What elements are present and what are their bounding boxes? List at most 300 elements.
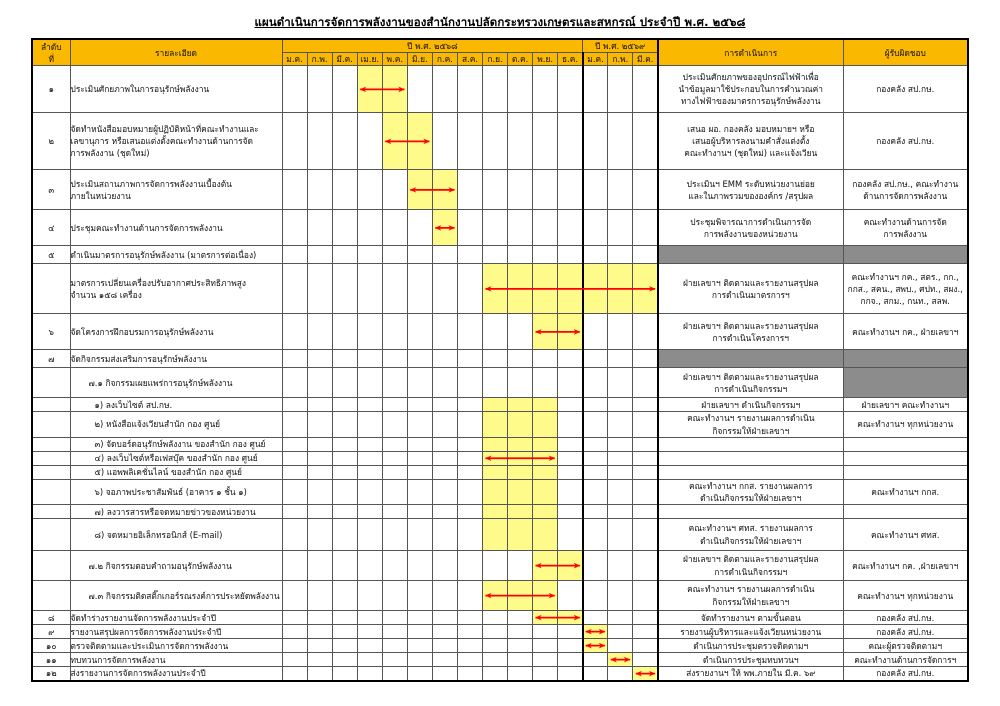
gantt-cell [483, 113, 508, 170]
row-responsible [843, 314, 968, 350]
gantt-cell [483, 398, 508, 412]
gantt-cell [583, 505, 608, 519]
gantt-cell [332, 398, 357, 412]
table-row [32, 246, 968, 264]
gantt-cell [332, 611, 357, 625]
row-responsible [843, 551, 968, 581]
action-line: การดำเนินมาตรการฯ [711, 289, 790, 300]
detail-line: เลขานุการ หรือเสนอแต่งตั้งคณะทำงานด้านการจัด [70, 136, 253, 147]
gantt-cell [558, 465, 583, 479]
gantt-cell [633, 350, 658, 368]
gantt-cell [558, 519, 583, 551]
table-row [32, 437, 968, 451]
gantt-cell [432, 437, 457, 451]
gantt-cell [608, 479, 633, 504]
responsible-line: คณะทำงานด้านการจัด [863, 216, 947, 227]
row-number [32, 505, 70, 519]
gantt-cell [633, 667, 658, 681]
gantt-cell [282, 170, 307, 210]
gantt-cell [332, 437, 357, 451]
gantt-cell [533, 113, 558, 170]
detail-line: ๑) ลงเว็บไซต์ สป.กษ. [94, 399, 173, 410]
row-action [658, 398, 843, 412]
gantt-cell [558, 505, 583, 519]
gantt-cell [533, 451, 558, 465]
row-number [32, 451, 70, 465]
gantt-cell [583, 551, 608, 581]
action-line: และในภาพรวมขององค์กร /สรุปผล [688, 190, 814, 201]
action-line: ฝ่ายเลขาฯ ติดตามและรายงานสรุปผล [683, 371, 819, 382]
gantt-cell [357, 246, 382, 264]
row-responsible [843, 465, 968, 479]
row-number [32, 581, 70, 611]
gantt-cell [558, 398, 583, 412]
gantt-cell [483, 412, 508, 437]
gantt-cell [357, 653, 382, 667]
row-responsible [843, 398, 968, 412]
gantt-cell [457, 350, 482, 368]
table-row [32, 581, 968, 611]
gantt-cell [332, 581, 357, 611]
gantt-cell [307, 170, 332, 210]
gantt-cell [508, 625, 533, 639]
gantt-cell [583, 113, 608, 170]
gantt-cell [608, 451, 633, 465]
gantt-cell [307, 519, 332, 551]
gantt-cell [583, 170, 608, 210]
table-row [32, 519, 968, 551]
row-number [32, 264, 70, 314]
table-row [32, 350, 968, 368]
detail-line: ๘) จดหมายอิเล็กทรอนิกส์ (E-mail) [94, 529, 223, 540]
gantt-cell [382, 246, 407, 264]
gantt-cell [608, 246, 633, 264]
action-line: ดำเนินการประชุมทบทวนฯ [702, 654, 799, 665]
gantt-cell [583, 437, 608, 451]
row-detail [70, 653, 282, 667]
gantt-cell [432, 653, 457, 667]
gantt-cell [307, 611, 332, 625]
gantt-cell [457, 551, 482, 581]
month-header-y1-12: ธ.ค. [558, 53, 583, 66]
row-responsible [843, 246, 968, 264]
gantt-cell [558, 113, 583, 170]
gantt-cell [483, 350, 508, 368]
row-number: ๑๒ [32, 667, 70, 681]
detail-line: ๕) แอพพลิเคชั่นไลน์ ของสำนัก กอง ศูนย์ [94, 467, 242, 478]
header-responsible: ผู้รับผิดชอบ [843, 39, 968, 66]
gantt-cell [307, 451, 332, 465]
gantt-cell [332, 412, 357, 437]
gantt-cell [332, 465, 357, 479]
gantt-cell [357, 264, 382, 314]
detail-line: ประชุมคณะทำงานด้านการจัดการพลังงาน [70, 222, 223, 233]
row-detail [70, 479, 282, 504]
gantt-cell [457, 412, 482, 437]
gantt-cell [457, 639, 482, 653]
gantt-cell [558, 611, 583, 625]
detail-line: การพลังงาน (ชุดใหม่) [70, 148, 150, 159]
gantt-cell [633, 412, 658, 437]
gantt-cell [457, 66, 482, 113]
row-number: ๓ [32, 170, 70, 210]
responsible-line: คณะผู้ตรวจติดตามฯ [868, 640, 943, 651]
gantt-cell [633, 264, 658, 314]
gantt-cell [558, 479, 583, 504]
action-line: เสนอผู้บริหารลงนามคำสั่งแต่งตั้ง [692, 136, 810, 147]
row-detail [70, 437, 282, 451]
gantt-cell [282, 412, 307, 437]
gantt-cell [608, 581, 633, 611]
gantt-cell [633, 398, 658, 412]
row-action [658, 667, 843, 681]
gantt-cell [307, 639, 332, 653]
gantt-cell [307, 667, 332, 681]
gantt-cell [583, 519, 608, 551]
gantt-cell [533, 551, 558, 581]
row-action [658, 66, 843, 113]
gantt-cell [407, 246, 432, 264]
gantt-cell [583, 611, 608, 625]
gantt-cell [382, 314, 407, 350]
gantt-cell [357, 412, 382, 437]
gantt-cell [282, 314, 307, 350]
gantt-cell [382, 505, 407, 519]
row-action [658, 113, 843, 170]
gantt-cell [307, 210, 332, 246]
table-row [32, 210, 968, 246]
row-detail [70, 264, 282, 314]
gantt-cell [307, 551, 332, 581]
gantt-cell [407, 551, 432, 581]
gantt-cell [307, 246, 332, 264]
gantt-cell [633, 66, 658, 113]
gantt-cell [432, 581, 457, 611]
table-row [32, 398, 968, 412]
gantt-cell [533, 314, 558, 350]
gantt-cell [382, 113, 407, 170]
row-responsible [843, 581, 968, 611]
gantt-cell [357, 611, 382, 625]
gantt-cell [508, 412, 533, 437]
gantt-cell [382, 170, 407, 210]
row-detail [70, 519, 282, 551]
row-responsible [843, 639, 968, 653]
detail-line: ภายในหน่วยงาน [70, 190, 131, 201]
row-action [658, 625, 843, 639]
action-line: ฝ่ายเลขาฯ ดำเนินกิจกรรมฯ [701, 399, 801, 410]
month-header-y1-9: ก.ย. [483, 53, 508, 66]
gantt-cell [533, 66, 558, 113]
table-row [32, 611, 968, 625]
gantt-cell [483, 625, 508, 639]
gantt-cell [633, 246, 658, 264]
detail-line: ๗) ลงวารสารหรือจดหมายข่าวของหน่วยงาน [94, 506, 256, 517]
gantt-cell [483, 551, 508, 581]
gantt-cell [483, 437, 508, 451]
gantt-cell [332, 66, 357, 113]
gantt-cell [307, 465, 332, 479]
gantt-cell [483, 611, 508, 625]
gantt-cell [407, 451, 432, 465]
gantt-cell [357, 465, 382, 479]
month-header-y1-10: ต.ค. [508, 53, 533, 66]
month-header-y1-2: ก.พ. [307, 53, 332, 66]
detail-line: ส่งรายงานการจัดการพลังงานประจำปี [70, 668, 206, 679]
gantt-cell [583, 66, 608, 113]
row-action [658, 350, 843, 368]
gantt-cell [558, 350, 583, 368]
table-row [32, 113, 968, 170]
responsible-line: คณะทำงานฯ กกส. [871, 486, 940, 497]
gantt-cell [558, 66, 583, 113]
detail-line: จัดทำหนังสือมอบหมายผู้ปฏิบัติหน้าที่คณะทำงานและ [70, 124, 259, 135]
gantt-cell [407, 66, 432, 113]
gantt-cell [357, 519, 382, 551]
gantt-cell [608, 519, 633, 551]
gantt-cell [457, 465, 482, 479]
table-row [32, 66, 968, 113]
gantt-cell [407, 210, 432, 246]
row-action [658, 581, 843, 611]
gantt-cell [457, 479, 482, 504]
gantt-cell [508, 519, 533, 551]
row-action [658, 653, 843, 667]
gantt-cell [533, 170, 558, 210]
gantt-cell [282, 350, 307, 368]
row-number: ๖ [32, 314, 70, 350]
gantt-cell [457, 581, 482, 611]
gantt-cell [457, 246, 482, 264]
month-header-y1-8: ส.ค. [457, 53, 482, 66]
gantt-cell [282, 505, 307, 519]
gantt-cell [432, 113, 457, 170]
row-responsible [843, 170, 968, 210]
row-responsible [843, 505, 968, 519]
gantt-cell [533, 505, 558, 519]
row-number [32, 368, 70, 398]
gantt-cell [407, 113, 432, 170]
row-detail [70, 451, 282, 465]
header-no [32, 39, 70, 66]
gantt-cell [332, 350, 357, 368]
gantt-cell [633, 653, 658, 667]
gantt-cell [483, 314, 508, 350]
row-number: ๗ [32, 350, 70, 368]
gantt-cell [332, 551, 357, 581]
gantt-cell [508, 653, 533, 667]
gantt-cell [457, 519, 482, 551]
gantt-cell [282, 66, 307, 113]
gantt-cell [382, 625, 407, 639]
detail-line: ประเมินศักยภาพในการอนุรักษ์พลังงาน [70, 84, 210, 95]
detail-line: ๒) หนังสือแจ้งเวียนสำนัก กอง ศูนย์ [94, 419, 221, 430]
gantt-cell [357, 667, 382, 681]
row-number [32, 437, 70, 451]
gantt-cell [307, 437, 332, 451]
action-line: ดำเนินการประชุมตรวจติดตามฯ [693, 640, 809, 651]
row-detail [70, 412, 282, 437]
gantt-cell [483, 170, 508, 210]
gantt-cell [307, 113, 332, 170]
gantt-cell [282, 667, 307, 681]
row-responsible [843, 653, 968, 667]
gantt-cell [633, 465, 658, 479]
header-year-2568: ปี พ.ศ. ๒๕๖๘ [282, 39, 583, 53]
energy-plan-table [31, 38, 969, 682]
month-header-y2-1: ม.ค. [583, 53, 608, 66]
responsible-line: คณะทำงานฯ ศทส. [870, 529, 940, 540]
gantt-cell [608, 350, 633, 368]
gantt-cell [432, 412, 457, 437]
row-detail [70, 639, 282, 653]
responsible-line: กองคลัง สป.กษ. [876, 626, 935, 637]
gantt-cell [583, 368, 608, 398]
header-year-2569: ปี พ.ศ. ๒๕๖๙ [583, 39, 658, 53]
gantt-cell [633, 611, 658, 625]
gantt-cell [558, 264, 583, 314]
gantt-cell [332, 368, 357, 398]
gantt-cell [382, 350, 407, 368]
gantt-cell [608, 667, 633, 681]
gantt-cell [457, 113, 482, 170]
action-line: ประเมินฯ EMM ระดับหน่วยงานย่อย [686, 178, 815, 189]
gantt-cell [382, 639, 407, 653]
row-detail [70, 314, 282, 350]
gantt-cell [432, 66, 457, 113]
row-number [32, 412, 70, 437]
gantt-cell [633, 625, 658, 639]
gantt-cell [332, 625, 357, 639]
gantt-cell [608, 66, 633, 113]
gantt-cell [583, 667, 608, 681]
detail-line: จัดทำร่างรายงานจัดการพลังงานประจำปี [70, 612, 217, 623]
gantt-cell [608, 653, 633, 667]
gantt-cell [382, 210, 407, 246]
table-row [32, 551, 968, 581]
gantt-cell [432, 639, 457, 653]
gantt-cell [508, 66, 533, 113]
gantt-cell [332, 113, 357, 170]
action-line: คณะทำงานฯ กกส. รายงานผลการ [689, 480, 813, 491]
action-line: การพลังงานของหน่วยงาน [703, 228, 798, 239]
detail-line: ๗.๒ กิจกรรมตอบคำถามอนุรักษ์พลังงาน [88, 560, 232, 571]
gantt-cell [633, 551, 658, 581]
header-no-line1: ลำดับ [40, 41, 62, 52]
gantt-cell [508, 611, 533, 625]
gantt-cell [558, 412, 583, 437]
row-action [658, 451, 843, 465]
gantt-cell [558, 451, 583, 465]
action-line: การดำเนินกิจกรรมฯ [714, 566, 788, 577]
row-number: ๕ [32, 246, 70, 264]
row-action [658, 465, 843, 479]
gantt-cell [457, 611, 482, 625]
month-header-y1-5: พ.ค. [382, 53, 407, 66]
gantt-cell [357, 625, 382, 639]
gantt-cell [508, 398, 533, 412]
row-number: ๙ [32, 625, 70, 639]
header-action: การดำเนินการ [658, 39, 843, 66]
gantt-cell [407, 639, 432, 653]
gantt-cell [282, 611, 307, 625]
gantt-cell [307, 479, 332, 504]
gantt-cell [558, 581, 583, 611]
gantt-cell [457, 653, 482, 667]
gantt-cell [457, 667, 482, 681]
responsible-line: กองคลัง สป.กษ. [876, 136, 935, 147]
row-detail [70, 113, 282, 170]
row-detail [70, 551, 282, 581]
month-header-y2-3: มี.ค. [633, 53, 658, 66]
row-action [658, 479, 843, 504]
gantt-cell [533, 246, 558, 264]
gantt-cell [357, 113, 382, 170]
gantt-cell [357, 170, 382, 210]
row-detail [70, 611, 282, 625]
responsible-line: คณะทำงานฯ ทุกหน่วยงาน [857, 419, 954, 430]
gantt-cell [533, 465, 558, 479]
gantt-cell [608, 505, 633, 519]
gantt-cell [483, 581, 508, 611]
gantt-cell [583, 581, 608, 611]
gantt-cell [457, 451, 482, 465]
gantt-cell [533, 479, 558, 504]
gantt-cell [282, 437, 307, 451]
row-action [658, 505, 843, 519]
gantt-cell [382, 451, 407, 465]
gantt-cell [382, 398, 407, 412]
row-responsible [843, 66, 968, 113]
gantt-cell [558, 639, 583, 653]
gantt-cell [357, 479, 382, 504]
responsible-line: การพลังงาน [883, 228, 928, 239]
row-responsible [843, 451, 968, 465]
gantt-cell [533, 350, 558, 368]
gantt-cell [558, 667, 583, 681]
gantt-cell [407, 264, 432, 314]
gantt-cell [457, 170, 482, 210]
action-line: ประเมินศักยภาพของอุปกรณ์ไฟฟ้าเพื่อ [682, 72, 819, 83]
gantt-cell [483, 264, 508, 314]
month-header-y2-2: ก.พ. [608, 53, 633, 66]
gantt-cell [583, 210, 608, 246]
row-detail [70, 398, 282, 412]
header-row-1 [32, 39, 968, 53]
gantt-cell [282, 465, 307, 479]
gantt-cell [382, 653, 407, 667]
row-responsible [843, 667, 968, 681]
row-action [658, 210, 843, 246]
gantt-cell [633, 505, 658, 519]
gantt-cell [432, 519, 457, 551]
gantt-cell [633, 581, 658, 611]
gantt-cell [633, 314, 658, 350]
row-number: ๘ [32, 611, 70, 625]
gantt-cell [307, 264, 332, 314]
gantt-cell [558, 210, 583, 246]
gantt-cell [332, 314, 357, 350]
action-line: ดำเนินกิจกรรมให้ฝ่ายเลขาฯ [700, 535, 802, 546]
gantt-cell [508, 479, 533, 504]
gantt-cell [382, 581, 407, 611]
row-number: ๔ [32, 210, 70, 246]
row-responsible [843, 350, 968, 368]
gantt-cell [332, 505, 357, 519]
row-number: ๑๐ [32, 639, 70, 653]
table-body [32, 66, 968, 681]
gantt-cell [608, 398, 633, 412]
